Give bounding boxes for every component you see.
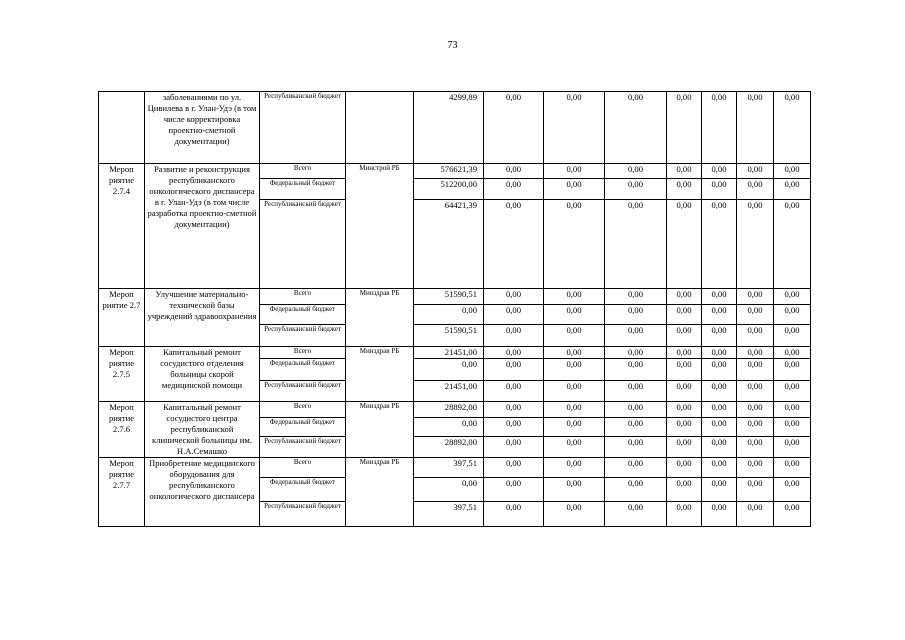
year-value-cell: 0,00 [605, 418, 667, 437]
funding-source-cell: Республиканский бюджет [260, 381, 346, 402]
year-value-cell: 0,00 [605, 92, 667, 164]
year-value-cell: 0,00 [484, 179, 544, 200]
year-value-cell: 0,00 [484, 458, 544, 478]
year-value-cell: 0,00 [702, 347, 737, 359]
executor-cell [346, 92, 414, 164]
year-value-cell: 0,00 [544, 418, 605, 437]
year-value-cell: 0,00 [605, 381, 667, 402]
activity-name-cell: Развитие и реконструкция республиканского онкологического диспансера в г. Улан-Удэ (в том числе разработка проектно-сметной документации) [145, 164, 260, 289]
total-value-cell: 0,00 [414, 305, 484, 325]
funding-source-cell: Всего [260, 289, 346, 305]
year-value-cell: 0,00 [605, 502, 667, 527]
year-value-cell: 0,00 [702, 437, 737, 458]
year-value-cell: 0,00 [484, 289, 544, 305]
total-value-cell: 576621,39 [414, 164, 484, 179]
year-value-cell: 0,00 [737, 289, 774, 305]
year-value-cell: 0,00 [484, 347, 544, 359]
year-value-cell: 0,00 [737, 325, 774, 347]
year-value-cell: 0,00 [737, 92, 774, 164]
funding-source-cell: Всего [260, 164, 346, 179]
year-value-cell: 0,00 [667, 458, 702, 478]
total-value-cell: 28892,00 [414, 437, 484, 458]
funding-source-cell: Республиканский бюджет [260, 437, 346, 458]
table-row [99, 164, 811, 179]
table-row [99, 289, 811, 305]
year-value-cell: 0,00 [544, 458, 605, 478]
year-value-cell: 0,00 [605, 164, 667, 179]
year-value-cell: 0,00 [737, 347, 774, 359]
year-value-cell: 0,00 [484, 325, 544, 347]
total-value-cell: 512200,00 [414, 179, 484, 200]
activity-name-cell: заболеваниями по ул. Цивилева в г. Улан-Удэ (в том числе корректировка проектно-сметной документации) [145, 92, 260, 164]
year-value-cell: 0,00 [702, 478, 737, 502]
year-value-cell: 0,00 [484, 92, 544, 164]
activity-code-cell: Мероп риятие 2.7.5 [99, 347, 145, 402]
year-value-cell: 0,00 [484, 200, 544, 289]
year-value-cell: 0,00 [544, 381, 605, 402]
year-value-cell: 0,00 [737, 437, 774, 458]
year-value-cell: 0,00 [737, 418, 774, 437]
year-value-cell: 0,00 [667, 179, 702, 200]
funding-source-cell: Федеральный бюджет [260, 418, 346, 437]
budget-table [98, 91, 811, 527]
year-value-cell: 0,00 [774, 418, 811, 437]
total-value-cell: 64421,39 [414, 200, 484, 289]
table-row [99, 458, 811, 478]
year-value-cell: 0,00 [484, 381, 544, 402]
year-value-cell: 0,00 [484, 502, 544, 527]
year-value-cell: 0,00 [774, 347, 811, 359]
year-value-cell: 0,00 [774, 381, 811, 402]
activity-code-cell: Мероп риятие 2.7 [99, 289, 145, 347]
year-value-cell: 0,00 [774, 200, 811, 289]
executor-cell: Минздрав РБ [346, 347, 414, 402]
year-value-cell: 0,00 [737, 359, 774, 381]
total-value-cell: 4299,89 [414, 92, 484, 164]
year-value-cell: 0,00 [605, 289, 667, 305]
year-value-cell: 0,00 [737, 502, 774, 527]
year-value-cell: 0,00 [605, 179, 667, 200]
year-value-cell: 0,00 [702, 458, 737, 478]
total-value-cell: 0,00 [414, 478, 484, 502]
year-value-cell: 0,00 [544, 347, 605, 359]
year-value-cell: 0,00 [774, 502, 811, 527]
executor-cell: Минздрав РБ [346, 458, 414, 527]
year-value-cell: 0,00 [702, 200, 737, 289]
year-value-cell: 0,00 [605, 305, 667, 325]
year-value-cell: 0,00 [484, 478, 544, 502]
year-value-cell: 0,00 [667, 325, 702, 347]
year-value-cell: 0,00 [544, 179, 605, 200]
year-value-cell: 0,00 [702, 402, 737, 418]
year-value-cell: 0,00 [702, 92, 737, 164]
year-value-cell: 0,00 [667, 92, 702, 164]
year-value-cell: 0,00 [544, 402, 605, 418]
year-value-cell: 0,00 [702, 179, 737, 200]
activity-name-cell: Приобретение медицинского оборудования для республиканского онкологического диспансера [145, 458, 260, 527]
table-row [99, 92, 811, 164]
funding-source-cell: Республиканский бюджет [260, 92, 346, 164]
year-value-cell: 0,00 [605, 478, 667, 502]
year-value-cell: 0,00 [667, 164, 702, 179]
executor-cell: Минздрав РБ [346, 289, 414, 347]
year-value-cell: 0,00 [702, 164, 737, 179]
year-value-cell: 0,00 [667, 502, 702, 527]
activity-code-cell: Мероп риятие 2.7.4 [99, 164, 145, 289]
table-body [99, 92, 811, 527]
year-value-cell: 0,00 [737, 381, 774, 402]
year-value-cell: 0,00 [737, 200, 774, 289]
year-value-cell: 0,00 [737, 478, 774, 502]
total-value-cell: 0,00 [414, 359, 484, 381]
year-value-cell: 0,00 [544, 359, 605, 381]
year-value-cell: 0,00 [605, 359, 667, 381]
year-value-cell: 0,00 [544, 305, 605, 325]
total-value-cell: 397,51 [414, 458, 484, 478]
total-value-cell: 0,00 [414, 418, 484, 437]
year-value-cell: 0,00 [484, 359, 544, 381]
year-value-cell: 0,00 [667, 305, 702, 325]
year-value-cell: 0,00 [667, 289, 702, 305]
year-value-cell: 0,00 [605, 325, 667, 347]
funding-source-cell: Всего [260, 402, 346, 418]
year-value-cell: 0,00 [737, 458, 774, 478]
year-value-cell: 0,00 [702, 502, 737, 527]
year-value-cell: 0,00 [667, 347, 702, 359]
funding-source-cell: Федеральный бюджет [260, 305, 346, 325]
year-value-cell: 0,00 [667, 418, 702, 437]
year-value-cell: 0,00 [667, 359, 702, 381]
year-value-cell: 0,00 [774, 359, 811, 381]
year-value-cell: 0,00 [774, 325, 811, 347]
year-value-cell: 0,00 [484, 418, 544, 437]
year-value-cell: 0,00 [605, 347, 667, 359]
page-number: 73 [447, 40, 458, 51]
table-row [99, 347, 811, 359]
total-value-cell: 28892,00 [414, 402, 484, 418]
year-value-cell: 0,00 [774, 458, 811, 478]
executor-cell: Минстрой РБ [346, 164, 414, 289]
year-value-cell: 0,00 [484, 164, 544, 179]
year-value-cell: 0,00 [774, 164, 811, 179]
year-value-cell: 0,00 [774, 179, 811, 200]
year-value-cell: 0,00 [544, 92, 605, 164]
total-value-cell: 51590,51 [414, 289, 484, 305]
funding-source-cell: Республиканский бюджет [260, 325, 346, 347]
year-value-cell: 0,00 [484, 305, 544, 325]
year-value-cell: 0,00 [484, 437, 544, 458]
year-value-cell: 0,00 [605, 402, 667, 418]
year-value-cell: 0,00 [544, 164, 605, 179]
total-value-cell: 21451,00 [414, 381, 484, 402]
year-value-cell: 0,00 [737, 179, 774, 200]
year-value-cell: 0,00 [737, 305, 774, 325]
year-value-cell: 0,00 [667, 478, 702, 502]
year-value-cell: 0,00 [544, 200, 605, 289]
activity-code-cell: Мероп риятие 2.7.7 [99, 458, 145, 527]
year-value-cell: 0,00 [774, 402, 811, 418]
funding-source-cell: Всего [260, 347, 346, 359]
year-value-cell: 0,00 [605, 458, 667, 478]
year-value-cell: 0,00 [702, 359, 737, 381]
executor-cell: Минздрав РБ [346, 402, 414, 458]
year-value-cell: 0,00 [605, 200, 667, 289]
year-value-cell: 0,00 [774, 289, 811, 305]
funding-source-cell: Федеральный бюджет [260, 359, 346, 381]
funding-source-cell: Федеральный бюджет [260, 179, 346, 200]
year-value-cell: 0,00 [544, 289, 605, 305]
activity-code-cell [99, 92, 145, 164]
year-value-cell: 0,00 [667, 381, 702, 402]
table-row [99, 402, 811, 418]
funding-source-cell: Всего [260, 458, 346, 478]
year-value-cell: 0,00 [774, 437, 811, 458]
activity-name-cell: Капитальный ремонт сосудистого отделения больницы скорой медицинской помощи [145, 347, 260, 402]
activity-name-cell: Капитальный ремонт сосудистого центра республиканской клинической больницы им. Н.А.Семашко [145, 402, 260, 458]
funding-source-cell: Федеральный бюджет [260, 478, 346, 502]
year-value-cell: 0,00 [667, 437, 702, 458]
activity-name-cell: Улучшение материально-технической базы учреждений здравоохранения [145, 289, 260, 347]
year-value-cell: 0,00 [667, 402, 702, 418]
year-value-cell: 0,00 [667, 200, 702, 289]
funding-source-cell: Республиканский бюджет [260, 200, 346, 289]
year-value-cell: 0,00 [702, 305, 737, 325]
year-value-cell: 0,00 [544, 325, 605, 347]
year-value-cell: 0,00 [702, 381, 737, 402]
year-value-cell: 0,00 [774, 92, 811, 164]
year-value-cell: 0,00 [605, 437, 667, 458]
total-value-cell: 397,51 [414, 502, 484, 527]
activity-code-cell: Мероп риятие 2.7.6 [99, 402, 145, 458]
year-value-cell: 0,00 [737, 402, 774, 418]
year-value-cell: 0,00 [544, 502, 605, 527]
year-value-cell: 0,00 [702, 418, 737, 437]
total-value-cell: 51590,51 [414, 325, 484, 347]
funding-source-cell: Республиканский бюджет [260, 502, 346, 527]
year-value-cell: 0,00 [702, 325, 737, 347]
year-value-cell: 0,00 [544, 437, 605, 458]
year-value-cell: 0,00 [774, 305, 811, 325]
year-value-cell: 0,00 [702, 289, 737, 305]
year-value-cell: 0,00 [544, 478, 605, 502]
year-value-cell: 0,00 [737, 164, 774, 179]
total-value-cell: 21451,00 [414, 347, 484, 359]
year-value-cell: 0,00 [484, 402, 544, 418]
year-value-cell: 0,00 [774, 478, 811, 502]
